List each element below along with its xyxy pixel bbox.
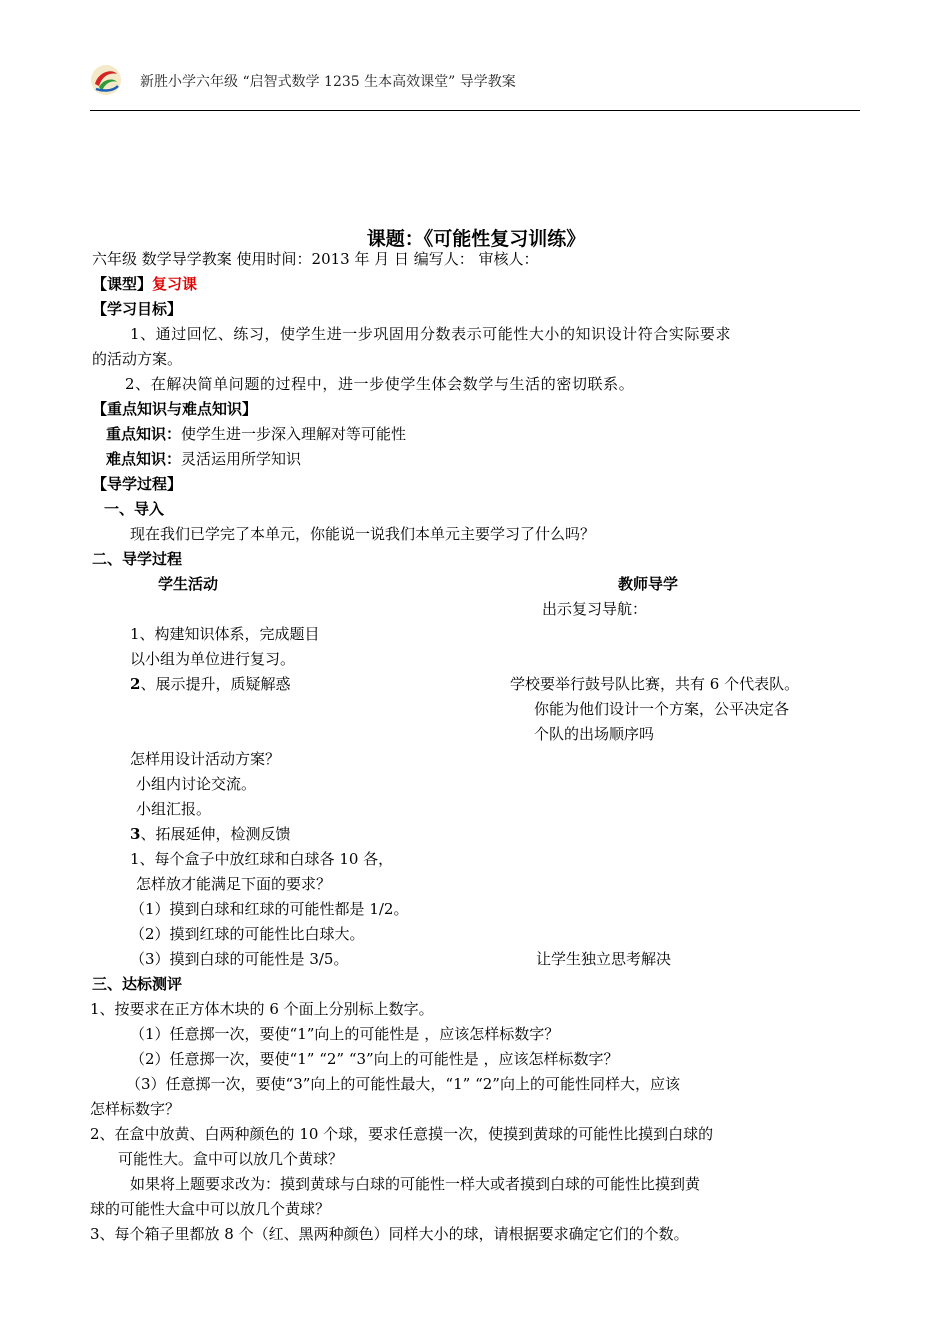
- school-logo-icon: [90, 64, 122, 96]
- test-q2-variant: 如果将上题要求改为：摸到黄球与白球的可能性一样大或者摸到白球的可能性比摸到黄: [130, 1175, 701, 1193]
- goal-item-1-cont: 的活动方案。: [92, 350, 183, 368]
- teacher-guide-exercise: 让学生独立思考解决: [536, 950, 672, 968]
- header-title: 新胜小学六年级 “启智式数学 1235 生本高效课堂” 导学教案: [140, 74, 516, 90]
- section-1-heading: 一、导入: [104, 500, 165, 518]
- student-step-2-num: 2: [130, 675, 141, 693]
- section-1-text: 现在我们已学完了本单元，你能说一说我们本单元主要学习了什么吗？: [130, 525, 596, 543]
- exercise-1-req-3: （3）摸到白球的可能性是 3/5。: [130, 950, 349, 968]
- goals-heading: 【学习目标】: [92, 300, 183, 318]
- page-title: 课题：《可能性复习训练》: [366, 228, 586, 250]
- student-discuss: 小组内讨论交流。: [136, 775, 257, 793]
- student-step-2: [130, 674, 290, 694]
- hard-point-text: 灵活运用所学知识: [181, 450, 302, 468]
- header-divider: [90, 110, 860, 111]
- student-step-3-num: 3: [130, 825, 141, 843]
- hard-point: [106, 449, 301, 469]
- teacher-question-2: 你能为他们设计一个方案，公平决定各: [534, 700, 790, 718]
- test-q1-part-2: （2）任意掷一次，要使“1” “2” “3”向上的可能性是 ，应该怎样标数字？: [130, 1050, 619, 1068]
- page-header: [90, 62, 860, 102]
- student-step-2-text: 、展示提升，质疑解惑: [140, 675, 291, 693]
- section-3-heading: 三、达标测评: [92, 975, 183, 993]
- exercise-1: 1、每个盒子中放红球和白球各 10 各，: [130, 850, 394, 868]
- test-q2-cont: 可能性大。盒中可以放几个黄球？: [118, 1150, 344, 1168]
- test-q3: 3、每个箱子里都放 8 个（红、黑两种颜色）同样大小的球，请根据要求确定它们的个数。: [90, 1225, 689, 1243]
- lesson-type-value: 复习课: [152, 275, 198, 293]
- test-q1: 1、按要求在正方体木块的 6 个面上分别标上数字。: [90, 1000, 434, 1018]
- hard-point-label: 难点知识：: [106, 450, 182, 468]
- student-report: 小组汇报。: [136, 800, 212, 818]
- goal-item-2: 2、在解决简单问题的过程中，进一步使学生体会数学与生活的密切联系。: [125, 375, 635, 393]
- student-step-1: 1、构建知识体系，完成题目: [130, 625, 320, 643]
- exercise-1-ask: 怎样放才能满足下面的要求？: [136, 875, 332, 893]
- test-q2: 2、在盒中放黄、白两种颜色的 10 个球，要求任意摸一次，使摸到黄球的可能性比摸到白球的: [90, 1125, 714, 1143]
- process-heading: 【导学过程】: [92, 475, 183, 493]
- keypoints-heading: 【重点知识与难点知识】: [92, 400, 258, 418]
- teacher-nav: 出示复习导航：: [542, 600, 648, 618]
- test-q2-variant-cont: 球的可能性大盒中可以放几个黄球？: [90, 1200, 331, 1218]
- key-point: [106, 424, 406, 444]
- goal-item-1: 1、通过回忆、练习，使学生进一步巩固用分数表示可能性大小的知识设计符合实际要求: [130, 325, 731, 343]
- col-student-heading: 学生活动: [158, 575, 219, 593]
- lesson-type: [92, 274, 197, 294]
- exercise-1-req-1: （1）摸到白球和红球的可能性都是 1/2。: [130, 900, 409, 918]
- key-point-text: 使学生进一步深入理解对等可能性: [181, 425, 407, 443]
- col-teacher-heading: 教师导学: [618, 575, 679, 593]
- section-2-heading: 二、导学过程: [92, 550, 183, 568]
- test-q1-part-3: （3）任意掷一次，要使“3”向上的可能性最大，“1” “2”向上的可能性同样大，应该: [126, 1075, 680, 1093]
- student-step-3-text: 、拓展延伸，检测反馈: [140, 825, 291, 843]
- teacher-question-3: 个队的出场顺序吗: [534, 725, 655, 743]
- student-question: 怎样用设计活动方案？: [130, 750, 281, 768]
- meta-line: 六年级 数学导学教案 使用时间：2013 年 月 日 编写人： 审核人：: [92, 250, 539, 268]
- student-step-3: [130, 824, 290, 844]
- test-q1-part-1: （1）任意掷一次，要使“1”向上的可能性是 ，应该怎样标数字？: [130, 1025, 560, 1043]
- lesson-type-label: 【课型】: [92, 275, 153, 293]
- teacher-question-1: 学校要举行鼓号队比赛，共有 6 个代表队。: [510, 675, 800, 693]
- student-step-1-cont: 以小组为单位进行复习。: [130, 650, 296, 668]
- key-point-label: 重点知识：: [106, 425, 182, 443]
- exercise-1-req-2: （2）摸到红球的可能性比白球大。: [130, 925, 365, 943]
- test-q1-part-3-cont: 怎样标数字？: [90, 1100, 181, 1118]
